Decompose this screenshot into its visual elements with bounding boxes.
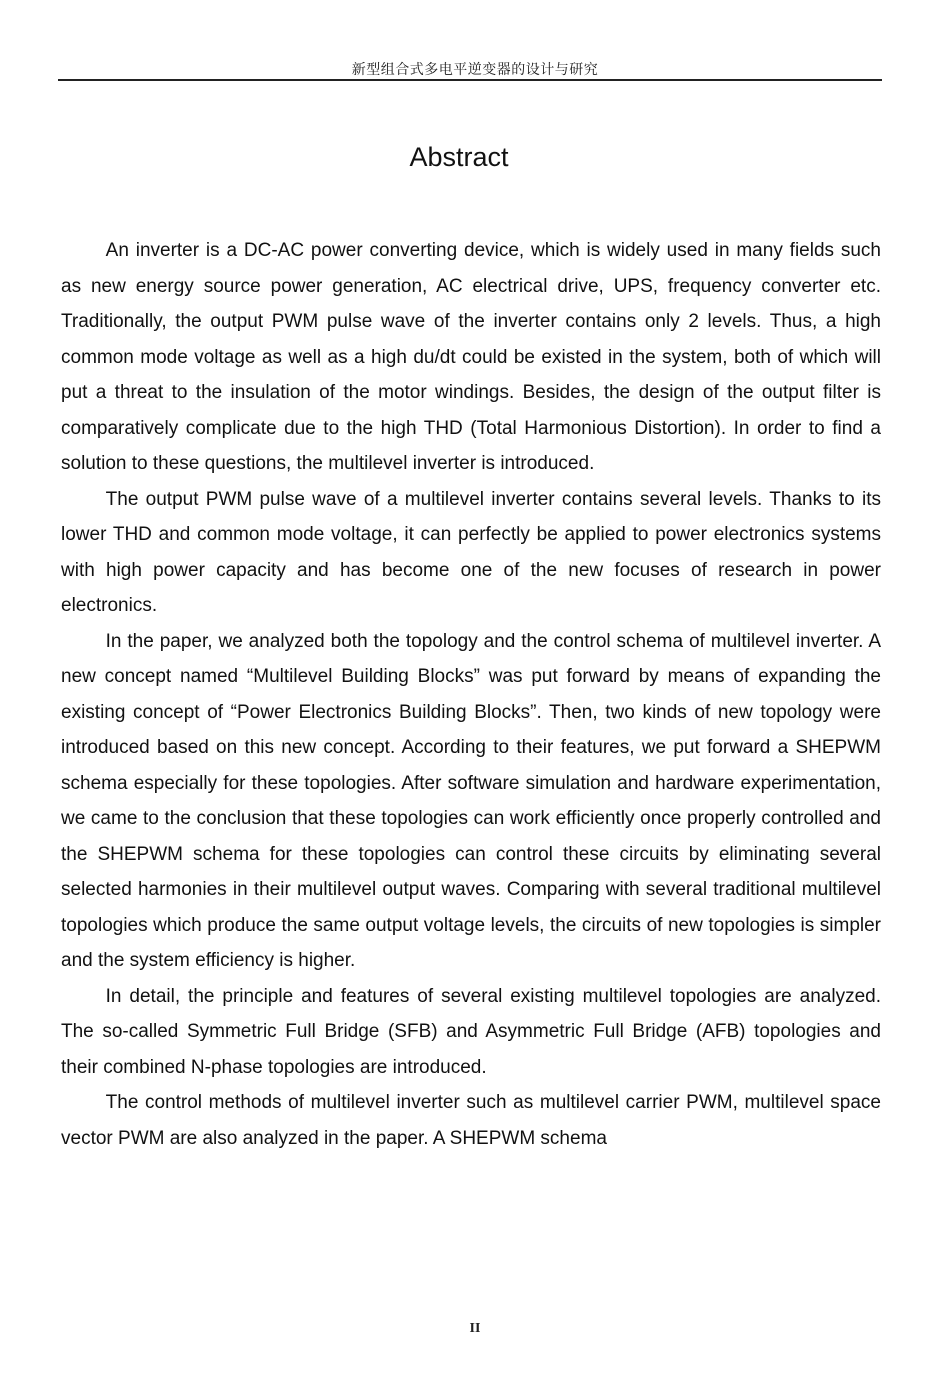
abstract-paragraph-5: The control methods of multilevel inverter such as multilevel carrier PWM, multilevel space vector PWM are also analyzed in the paper. A SHEPWM schema <box>61 1092 881 1149</box>
abstract-body <box>61 233 881 1156</box>
page-number: II <box>469 1321 481 1336</box>
header-rule <box>58 79 882 81</box>
running-header: 新型组合式多电平逆变器的设计与研究 <box>351 62 599 78</box>
abstract-paragraph-4: In detail, the principle and features of several existing multilevel topologies are analyzed. The so-called Symmetric Full Bridge (SFB) and Asymmetric Full Bridge (AFB) topologies and their combined N-phase topologies are introduced. <box>61 985 881 1078</box>
abstract-paragraph-1: An inverter is a DC-AC power converting device, which is widely used in many fields such as new energy source power generation, AC electrical drive, UPS, frequency converter etc. Traditionally, the output PWM pulse wave of the inverter contains only 2 levels. Thus, a high common mode voltage as well as a high du/dt could be existed in the system, both of which will put a threat to the insulation of the motor windings. Besides, the design of the output filter is comparatively complicate due to the high THD (Total Harmonious Distortion). In order to find a solution to these questions, the multilevel inverter is introduced. <box>61 240 881 474</box>
abstract-paragraph-2: The output PWM pulse wave of a multilevel inverter contains several levels. Thanks to its lower THD and common mode voltage, it can perfectly be applied to power electronics systems with high power capacity and has become one of the new focuses of research in power electronics. <box>61 488 881 616</box>
abstract-paragraph-3: In the paper, we analyzed both the topology and the control schema of multilevel inverter. A new concept named “Multilevel Building Blocks” was put forward by means of expanding the existing concept of “Power Electronics Building Blocks”. Then, two kinds of new topology were introduced based on this new concept. According to their features, we put forward a SHEPWM schema especially for these topologies. After software simulation and hardware experimentation, we came to the conclusion that these topologies can work efficiently once properly controlled and the SHEPWM schema for these topologies can control these circuits by eliminating several selected harmonies in their multilevel output waves. Comparing with several traditional multilevel topologies which produce the same output voltage levels, the circuits of new topologies is simpler and the system efficiency is higher. <box>61 630 881 971</box>
abstract-title: Abstract <box>409 142 509 173</box>
